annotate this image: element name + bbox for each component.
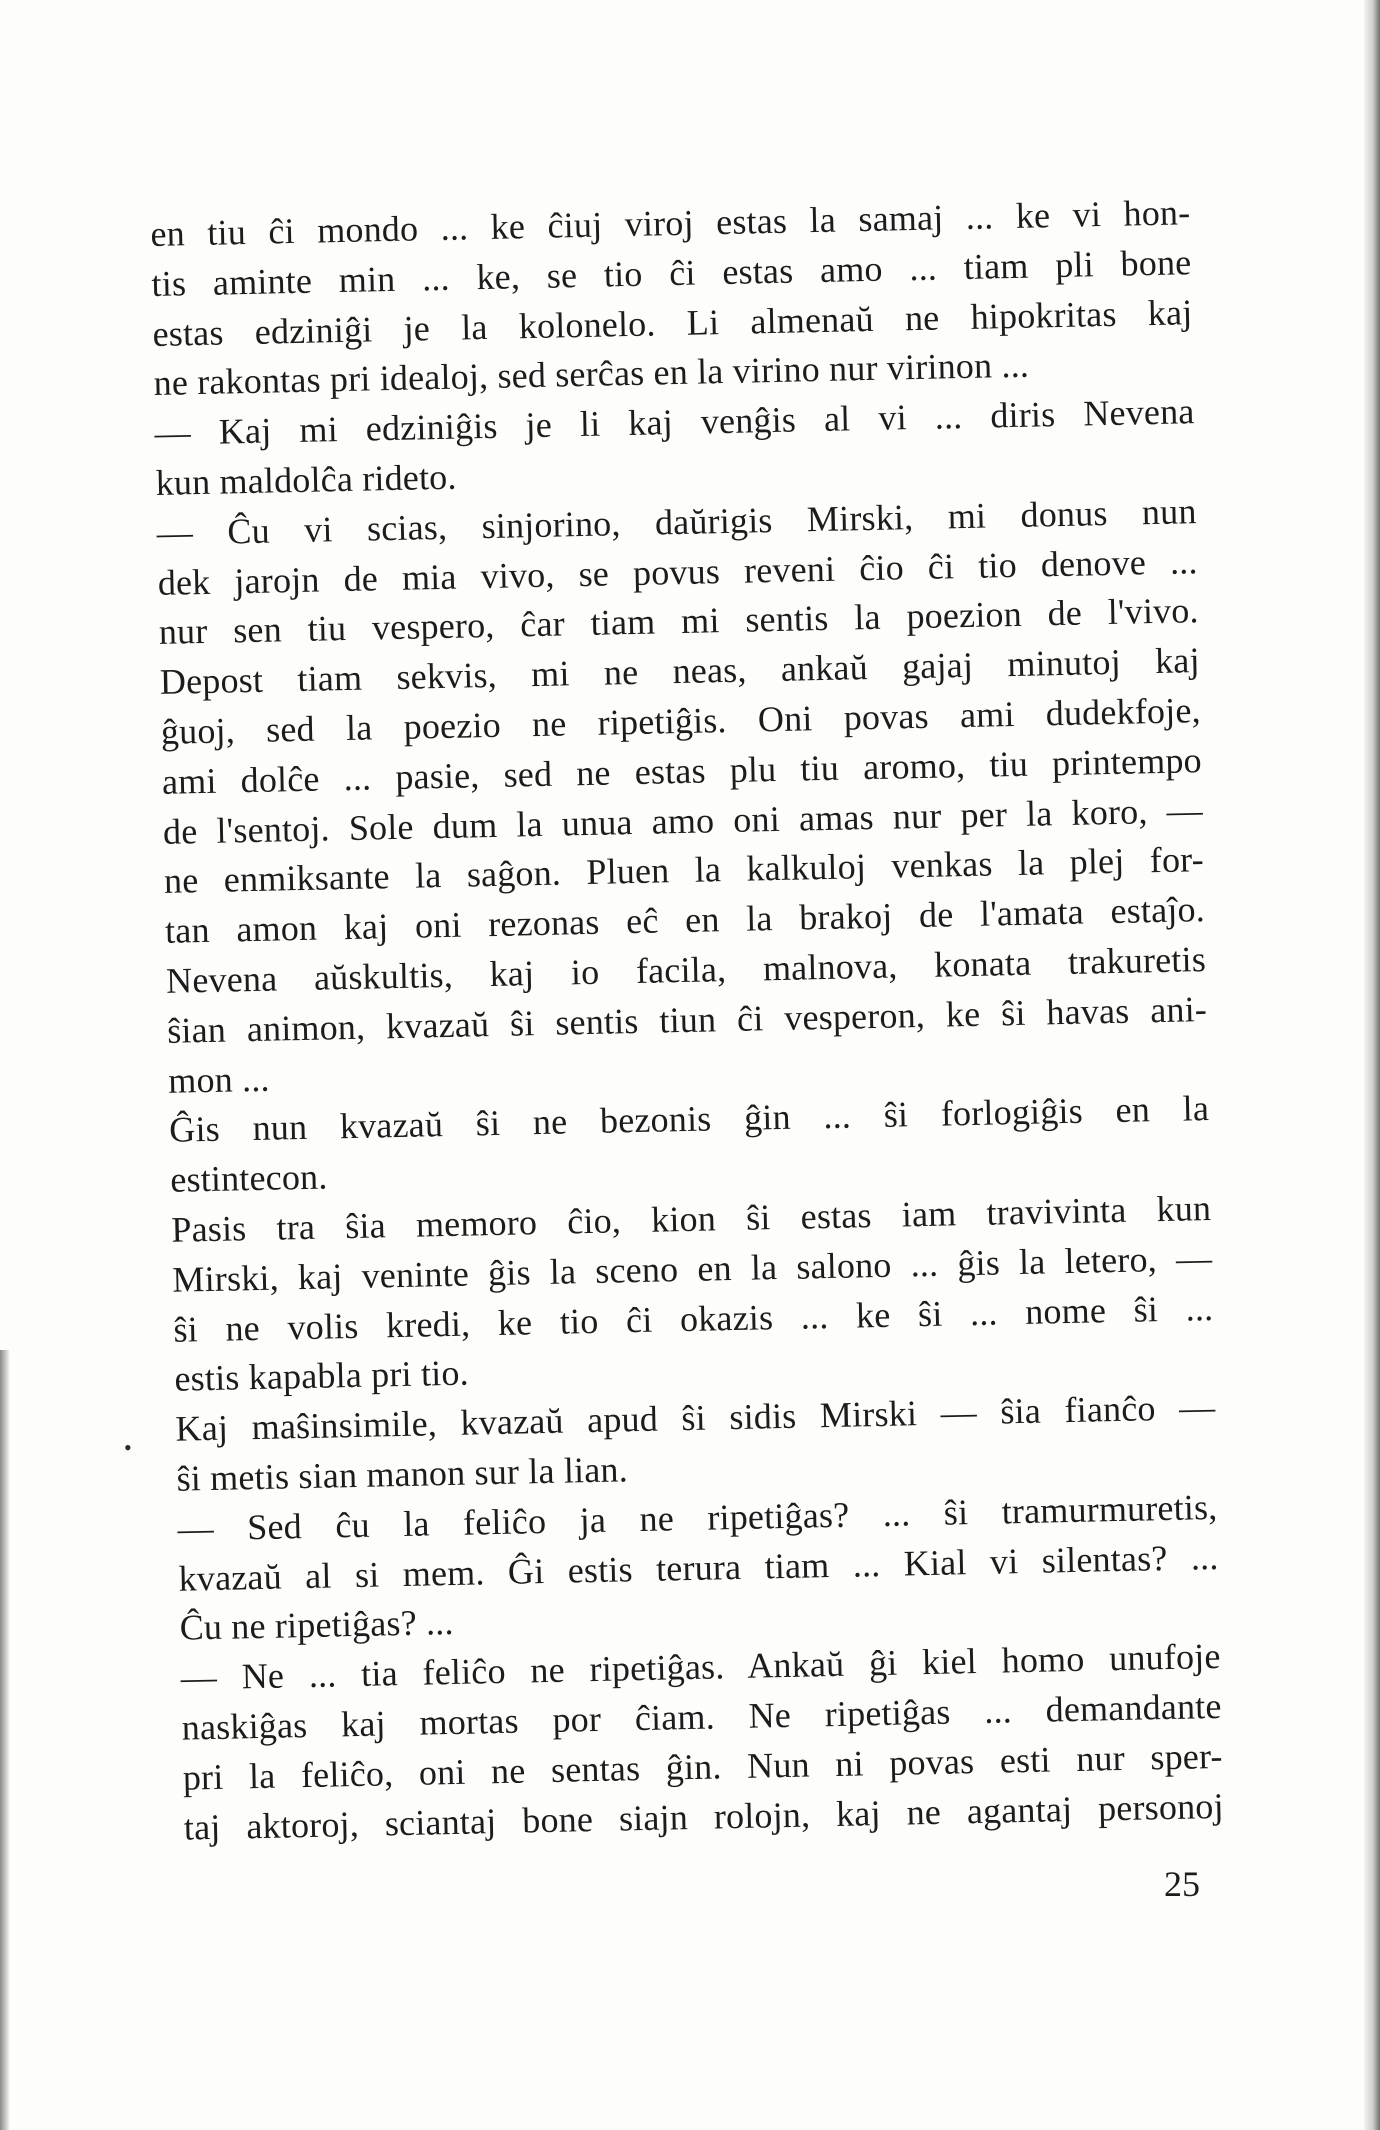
text-line: Mirski, kaj veninte ĝis la sceno en la salono ... ĝis la letero, —: [171, 1237, 1213, 1300]
text-line: Nevena aŭskultis, kaj io facila, malnova, konata trakuretis: [165, 939, 1207, 1001]
text-line: ami dolĉe ... pasie, sed ne estas plu tiu aromo, tiu printempo: [161, 739, 1203, 802]
text-line: tan amon kaj oni rezonas eĉ en la brakoj de l'amata estaĵo.: [164, 889, 1206, 951]
page-left-edge-shadow: [0, 1350, 10, 2130]
text-line: de l'sentoj. Sole dum la unua amo oni amas nur per la koro, —: [162, 789, 1204, 852]
text-line: ĝuoj, sed la poezio ne ripetiĝis. Oni povas ami dudekfoje,: [160, 690, 1202, 752]
text-line: dek jarojn de mia vivo, se povus reveni ĉio ĉi tio denove ...: [157, 540, 1198, 603]
text-line: ŝi metis sian manon sur la lian.: [176, 1449, 629, 1499]
text-line: ne rakontas pri idealoj, sed serĉas en la virino nur virinon ...: [153, 345, 1030, 404]
text-line: pri la feliĉo, oni ne sentas ĝin. Nun ni povas esti nur sper-: [182, 1735, 1224, 1798]
text-line: naskiĝas kaj mortas por ĉiam. Ne ripetiĝas ... demandante: [181, 1685, 1222, 1748]
text-line: ŝi ne volis kredi, ke tio ĉi okazis ... ke ŝi ... nome ŝi ...: [173, 1287, 1214, 1350]
text-line: estis kapabla pri tio.: [174, 1352, 470, 1400]
text-line: — Sed ĉu la feliĉo ja ne ripetiĝas? ... ŝi tramurmuretis,: [177, 1486, 1218, 1549]
text-line: nur sen tiu vespero, ĉar tiam mi sentis la poezion de l'vivo.: [158, 590, 1200, 653]
text-line: Pasis tra ŝia memoro ĉio, kion ŝi estas iam travivinta kun: [170, 1187, 1212, 1250]
text-line: mon ...: [167, 1058, 271, 1101]
text-line: Depost tiam sekvis, mi ne neas, ankaŭ gajaj minutoj kaj: [159, 640, 1201, 703]
page-number: 25: [1164, 1864, 1200, 1904]
text-line: estintecon.: [169, 1156, 328, 1200]
text-line: tis aminte min ... ke, se tio ĉi estas amo ... tiam pli bone: [151, 242, 1192, 304]
text-line: Kaj maŝinsimile, kvazaŭ apud ŝi sidis Mirski — ŝia fianĉo —: [175, 1387, 1216, 1449]
text-line: estas edziniĝi je la kolonelo. Li almenaŭ ne hipokritas kaj: [152, 291, 1193, 354]
text-line: — Kaj mi edziniĝis je li kaj venĝis al vi ... diris Nevena: [154, 391, 1195, 454]
text-line: ŝian animon, kvazaŭ ŝi sentis tiun ĉi vesperon, ke ŝi havas ani-: [166, 988, 1208, 1051]
text-line: — Ĉu vi scias, sinjorino, daŭrigis Mirski, mi donus nun: [156, 490, 1197, 553]
text-line: taj aktoroj, sciantaj bone siajn rolojn, kaj ne agantaj personoj: [183, 1785, 1225, 1848]
text-line: en tiu ĉi mondo ... ke ĉiuj viroj estas la samaj ... ke vi hon-: [150, 192, 1191, 254]
page-right-edge-shadow: [1364, 0, 1380, 2130]
text-line: Ĉu ne ripetiĝas? ...: [179, 1602, 454, 1648]
text-line: kvazaŭ al si mem. Ĝi estis terura tiam ... Kial vi silentas? ...: [178, 1536, 1219, 1599]
body-text: [150, 188, 1224, 1853]
text-line: kun maldolĉa rideto.: [155, 456, 457, 503]
text-line: Ĝis nun kvazaŭ ŝi ne bezonis ĝin ... ŝi forlogiĝis en la: [168, 1088, 1210, 1151]
text-line: ne enmiksante la saĝon. Pluen la kalkuloj venkas la plej for-: [163, 839, 1205, 902]
stray-ink-mark: •: [124, 1435, 132, 1460]
text-line: — Ne ... tia feliĉo ne ripetiĝas. Ankaŭ ĝi kiel homo unufoje: [180, 1636, 1221, 1698]
